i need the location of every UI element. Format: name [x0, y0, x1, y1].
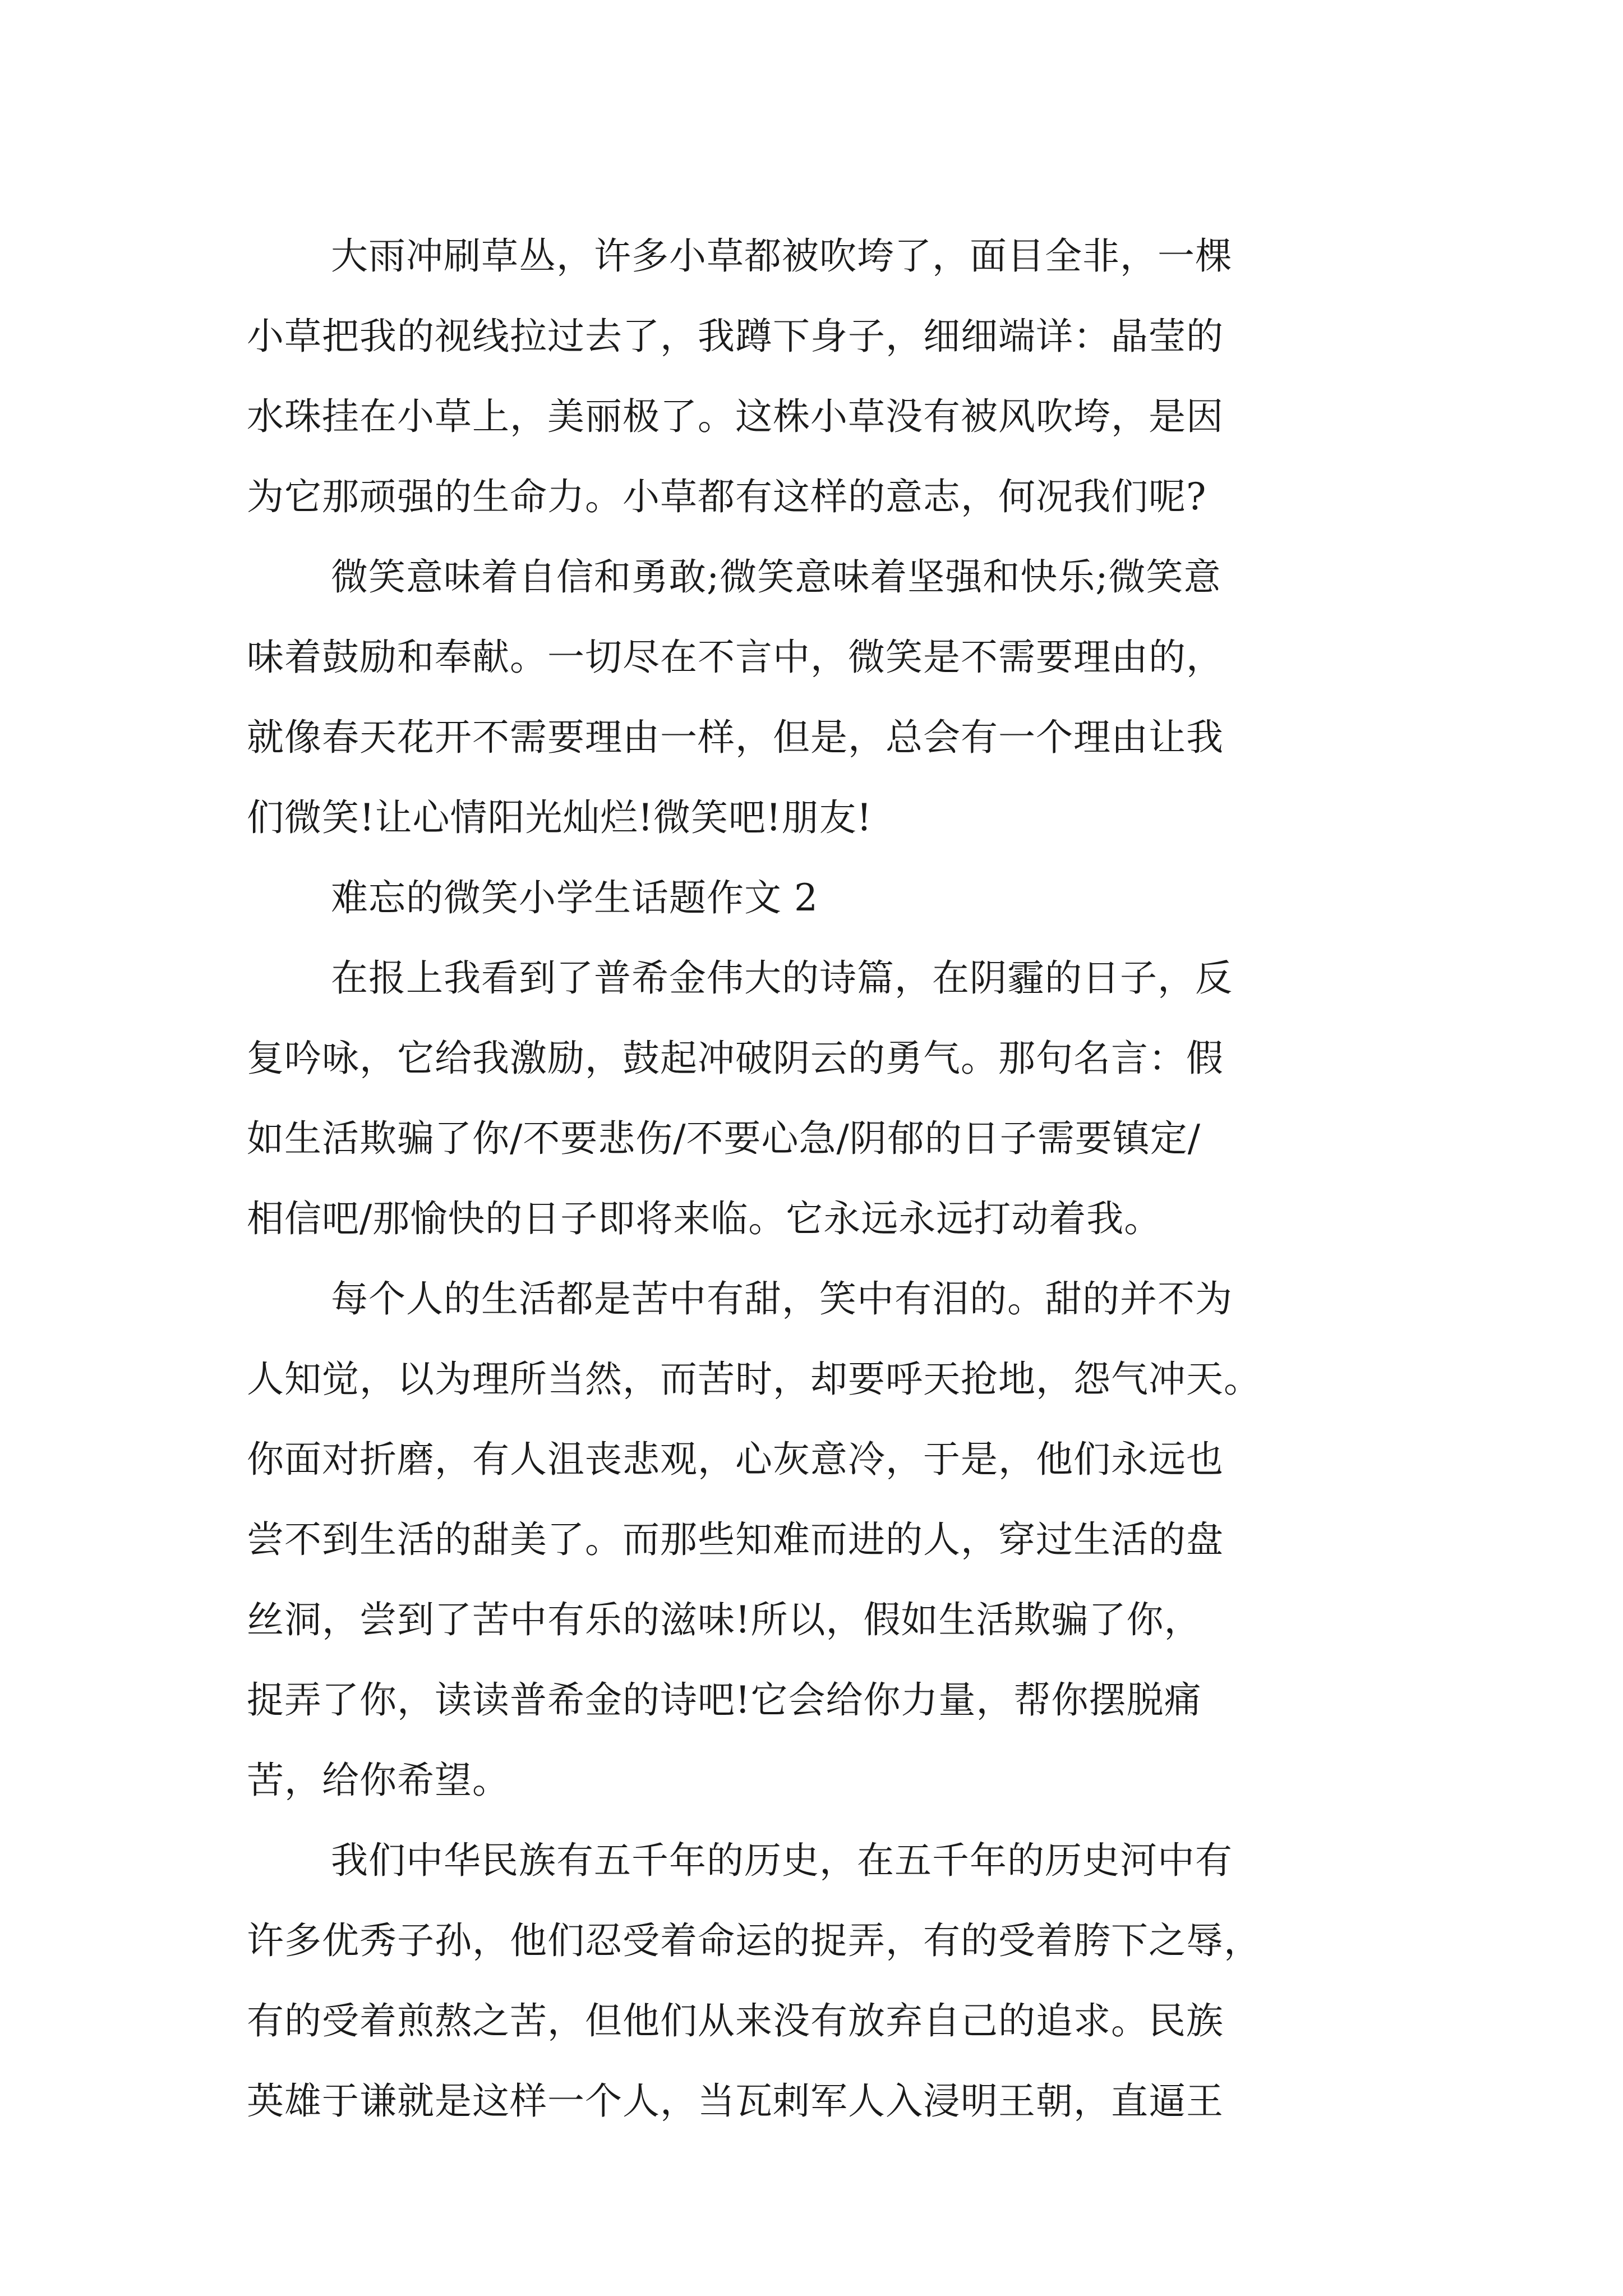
- text-line: 捉弄了你，读读普希金的诗吧!它会给你力量，帮你摆脱痛: [247, 1678, 1202, 1722]
- text-line: 英雄于谦就是这样一个人，当瓦剌军人入浸明王朝，直逼王: [247, 2079, 1224, 2123]
- text-line: 复吟咏，它给我激励，鼓起冲破阴云的勇气。那句名言：假: [247, 1037, 1224, 1080]
- text-line: 许多优秀子孙，他们忍受着命运的捉弄，有的受着胯下之辱，: [247, 1919, 1261, 1962]
- text-line: 大雨冲刷草丛，许多小草都被吹垮了，面目全非，一棵: [331, 234, 1233, 278]
- text-line: 微笑意味着自信和勇敢;微笑意味着坚强和快乐;微笑意: [331, 555, 1221, 599]
- text-line: 为它那顽强的生命力。小草都有这样的意志，何况我们呢?: [247, 475, 1207, 518]
- text-line: 尝不到生活的甜美了。而那些知难而进的人，穿过生活的盘: [247, 1518, 1224, 1561]
- text-line: 小草把我的视线拉过去了，我蹲下身子，细细端详：晶莹的: [247, 315, 1224, 358]
- text-line: 在报上我看到了普希金伟大的诗篇，在阴霾的日子，反: [331, 956, 1233, 1000]
- text-line: 如生活欺骗了你/不要悲伤/不要心急/阴郁的日子需要镇定/: [247, 1117, 1201, 1160]
- text-line: 每个人的生活都是苦中有甜，笑中有泪的。甜的并不为: [331, 1277, 1233, 1320]
- text-line: 水珠挂在小草上，美丽极了。这株小草没有被风吹垮，是因: [247, 395, 1224, 438]
- text-line: 丝洞，尝到了苦中有乐的滋味!所以，假如生活欺骗了你，: [247, 1598, 1202, 1641]
- text-line: 有的受着煎熬之苦，但他们从来没有放弃自己的追求。民族: [247, 1999, 1224, 2042]
- section-heading: 难忘的微笑小学生话题作文 2: [331, 876, 818, 919]
- text-line: 人知觉，以为理所当然，而苦时，却要呼天抢地，怨气冲天。: [247, 1358, 1261, 1401]
- text-line: 我们中华民族有五千年的历史，在五千年的历史河中有: [331, 1839, 1233, 1882]
- text-line: 们微笑!让心情阳光灿烂!微笑吧!朋友!: [247, 796, 873, 839]
- text-line: 相信吧/那愉快的日子即将来临。它永远永远打动着我。: [247, 1197, 1162, 1240]
- text-line: 味着鼓励和奉献。一切尽在不言中，微笑是不需要理由的，: [247, 636, 1224, 679]
- text-line: 你面对折磨，有人沮丧悲观，心灰意冷，于是，他们永远也: [247, 1438, 1224, 1481]
- document-body: [247, 216, 1385, 2141]
- text-line: 就像春天花开不需要理由一样，但是，总会有一个理由让我: [247, 716, 1224, 759]
- text-line: 苦，给你希望。: [247, 1759, 510, 1802]
